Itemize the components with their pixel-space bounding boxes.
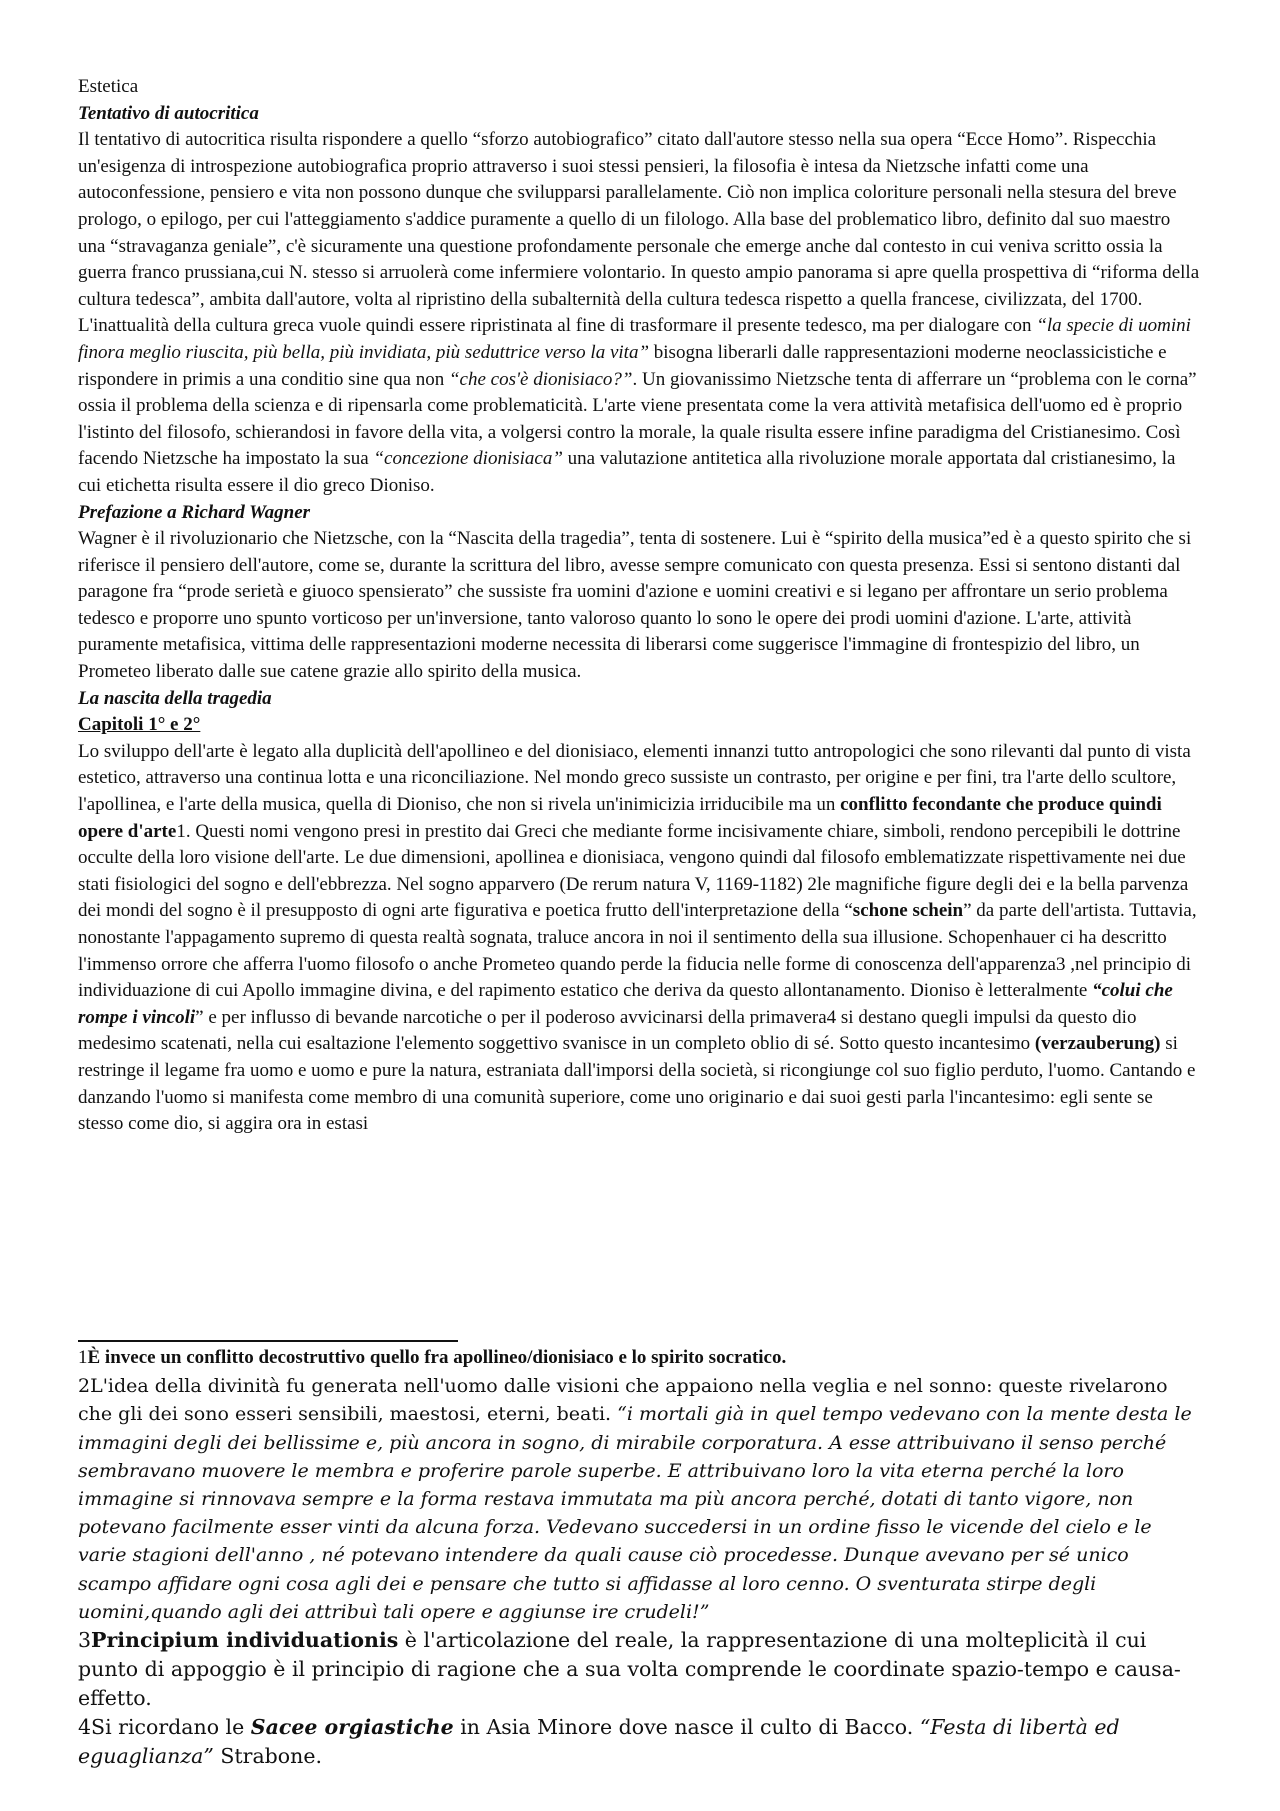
text-run: Il tentativo di autocritica risulta rispondere a quello “sforzo autobiografico” citato dall'autore stesso nella sua opera “Ecce Homo”. Rispecchia un'esigenza di introspezione autobiografica proprio attraverso i suoi stessi pensieri, la filosofia è intesa da Nietzsche infatti come una autoconfessione, pensiero e vita non possono dunque che svilupparsi parallelamente. Ciò non implica coloriture personali nella stesura del breve prologo, o epilogo, per cui l'atteggiamento s'addice puramente a quello di un filologo. Alla base del problematico libro, definito dal suo maestro una “stravaganza geniale”, c'è sicuramente una questione profondamente personale che emerge anche dal contesto in cui veniva scritto ossia la guerra franco prussiana,cui N. stesso si arruolerà come infermiere volontario. In questo ampio panorama si apre quella prospettiva di “riforma della cultura tedesca”, ambita dall'autore, volta al ripristino della subalternità della cultura tedesca rispetto a quella francese, civilizzata, del 1700. L'inattualità della cultura greca vuole quindi essere ripristinata al fine di trasformare il presente tedesco, ma per dialogare con — [78, 129, 1200, 337]
bold-run: conflitto fecondante che produce quindi opere d'arte — [78, 794, 1162, 842]
footnote-1 — [78, 1344, 1202, 1372]
quote-run: “Festa di libertà ed eguaglianza” — [78, 1715, 1120, 1769]
subheading-capitoli: Capitoli 1° e 2° — [78, 714, 201, 736]
section-heading-autocritica: Tentativo di autocritica — [78, 102, 259, 124]
text-run: Si ricordano le — [91, 1715, 251, 1740]
document-title: Estetica — [78, 76, 139, 97]
quote-run: “i mortali già in quel tempo vedevano con la mente desta le immagini degli dei bellissime e, più ancora in sogno, di mirabile corporatura. A esse attribuivano il senso perché sembravano muovere le membra e proferire parole superbe. E attribuivano loro la vita eterna perché la loro immagine si rinnovava sempre e la forma restava immutata ma più ancora perché, dotati di tanto vigore, non potevano facilmente esser vinti da alcuna forza. Vedevano succedersi in un ordine fisso le vicende del cielo e le varie stagioni dell'anno , né potevano intendere da quali cause ciò procedesse. Dunque avevano per sé unico scampo affidare ogni cosa agli dei e pensare che tutto si affidasse al loro cenno. O sventurata stirpe degli uomini,quando agli dei attribuì tali opere e aggiunse ire crudeli!” — [78, 1403, 1192, 1623]
text-run: si restringe il legame fra uomo e uomo e pure la natura, estraniata dall'imporsi della società, si ricongiunge col suo figlio perduto, l'uomo. Cantando e danzando l'uomo si manifesta come membro di una comunità superiore, come uno originario e dai suoi gesti parla l'incantesimo: egli sente se stesso come dio, si aggira ora in estasi — [78, 1033, 1196, 1135]
text-run: in Asia Minore dove nasce il culto di Bacco. — [453, 1715, 920, 1740]
paragraph-autocritica — [78, 127, 1202, 499]
text-run: bisogna liberarli dalle rappresentazioni moderne neoclassicistiche e rispondere in primis a una conditio sine qua non — [78, 341, 1167, 390]
bold-run: È invece un conflitto decostruttivo quello fra apollineo/dionisiaco e lo spirito socratico. — [87, 1347, 787, 1368]
text-run: Strabone. — [213, 1744, 322, 1769]
bold-italic-run: “colui che rompe i vincoli — [78, 980, 1173, 1028]
text-run: . Un giovanissimo Nietzsche tenta di afferrare un “problema con le corna” ossia il problema della scienza e di ripensarla come problematicità. L'arte viene presentata come la vera attività metafisica dell'uomo ed è proprio l'istinto del filosofo, schierandosi in favore della vita, a volgersi contro la morale, la quale risulta essere infine paradigma del Cristianesimo. Così facendo Nietzsche ha impostato la sua — [78, 368, 1197, 470]
text-run: 1. Questi nomi vengono presi in prestito dai Greci che mediante forme incisivamente chiare, simboli, rendono percepibili le dottrine occulte della loro visione dell'arte. Le due dimensioni, apollinea e dionisiaca, vengono quindi dal filosofo emblematizzate rispettivamente nei due stati fisiologici del sogno e dell'ebbrezza. Nel sogno apparvero (De rerum natura V, 1169-1182) 2le magnifiche figure degli dei e la bella parvenza dei mondi del sogno è il presupposto di ogni arte figurativa e poetica frutto dell'interpretazione della “ — [78, 820, 1189, 922]
footnote-4 — [78, 1713, 1202, 1771]
section-heading-wagner: Prefazione a Richard Wagner — [78, 501, 311, 523]
quote-run: “la specie di uomini finora meglio riuscita, più bella, più invidiata, più seduttrice verso la vita” — [78, 315, 1191, 363]
footnote-number: 1 — [78, 1347, 88, 1368]
bold-run: (verzauberung) — [1034, 1033, 1161, 1055]
text-run: Lo sviluppo dell'arte è legato alla duplicità dell'apollineo e del dionisiaco, elementi innanzi tutto antropologici che sono rilevanti dal punto di vista estetico, attraverso una continua lotta e una riconciliazione. Nel mondo greco sussiste un contrasto, per origine e per fini, tra l'arte dello scultore, l'apollinea, e l'arte della musica, quella di Dioniso, che non si rivela un'inimicizia irriducibile ma un — [78, 740, 1191, 816]
document-body — [78, 74, 1202, 1138]
bold-italic-run: Sacee orgiastiche — [250, 1715, 454, 1740]
text-run: ” e per influsso di bevande narcotiche o per il poderoso avvicinarsi della primavera4 si destano quegli impulsi da questo dio medesimo scatenati, nella cui esaltazione l'elemento soggettivo svanisce in un completo oblio di sé. Sotto questo incantesimo — [78, 1006, 1137, 1055]
quote-run: “concezione dionisiaca” — [373, 448, 563, 470]
quote-run: “che cos'è dionisiaco?” — [448, 368, 633, 390]
footnote-3 — [78, 1626, 1202, 1713]
text-run: ” da parte dell'artista. Tuttavia, nonostante l'appagamento supremo di questa realtà sognata, traluce ancora in noi il sentimento della sua illusione. Schopenhauer ci ha descritto l'immenso orrore che afferra l'uomo filosofo o anche Prometeo quando perde la fiducia nelle forme di conoscenza dell'apparenza3 ,nel principio di individuazione di cui Apollo immagine divina, e del rapimento estatico che deriva da questo allontanamento. Dioniso è letteralmente — [78, 900, 1197, 1002]
text-run: è l'articolazione del reale, la rappresentazione di una molteplicità il cui punto di appoggio è il principio di ragione che a sua volta comprende le coordinate spazio-tempo e causa-effetto. — [78, 1628, 1181, 1711]
footnote-number: 2 — [78, 1375, 91, 1398]
text-run: L'idea della divinità fu generata nell'uomo dalle visioni che appaiono nella veglia e nel sonno: queste rivelarono che gli dei sono esseri sensibili, maestosi, eterni, beati. — [78, 1375, 1168, 1426]
paragraph-wagner: Wagner è il rivoluzionario che Nietzsche, con la “Nascita della tragedia”, tenta di sostenere. Lui è “spirito della musica”ed è a questo spirito che si riferisce il pensiero dell'autore, come se, durante la scrittura del libro, avesse sempre comunicato con questa presenza. Essi si sentono distanti dal paragone fra “prode serietà e giuoco spensierato” che sussiste fra uomini d'azione e uomini creativi e si legano per affrontare un serio problema tedesco e proporre uno spunto vorticoso per un'inversione, tanto valoroso quanto lo sono le opere dei prodi uomini d'azione. L'arte, attività puramente metafisica, vittima delle rappresentazioni moderne necessita di liberarsi come suggerisce l'immagine di frontespizio del libro, un Prometeo liberato dalle sue catene grazie allo spirito della musica. — [78, 528, 1192, 683]
footnotes — [78, 1340, 1202, 1771]
footnote-separator — [78, 1340, 458, 1342]
paragraph-capitoli — [78, 739, 1202, 1138]
bold-run: Principium individuationis — [91, 1628, 399, 1653]
footnote-number: 4 — [78, 1715, 92, 1740]
footnote-number: 3 — [78, 1628, 92, 1653]
section-heading-nascita: La nascita della tragedia — [78, 687, 272, 709]
text-run: una valutazione antitetica alla rivoluzione morale apportata dal cristianesimo, la cui etichetta risulta essere il dio greco Dioniso. — [78, 448, 1176, 496]
bold-run: schone schein — [852, 900, 964, 922]
footnote-2 — [78, 1372, 1202, 1626]
